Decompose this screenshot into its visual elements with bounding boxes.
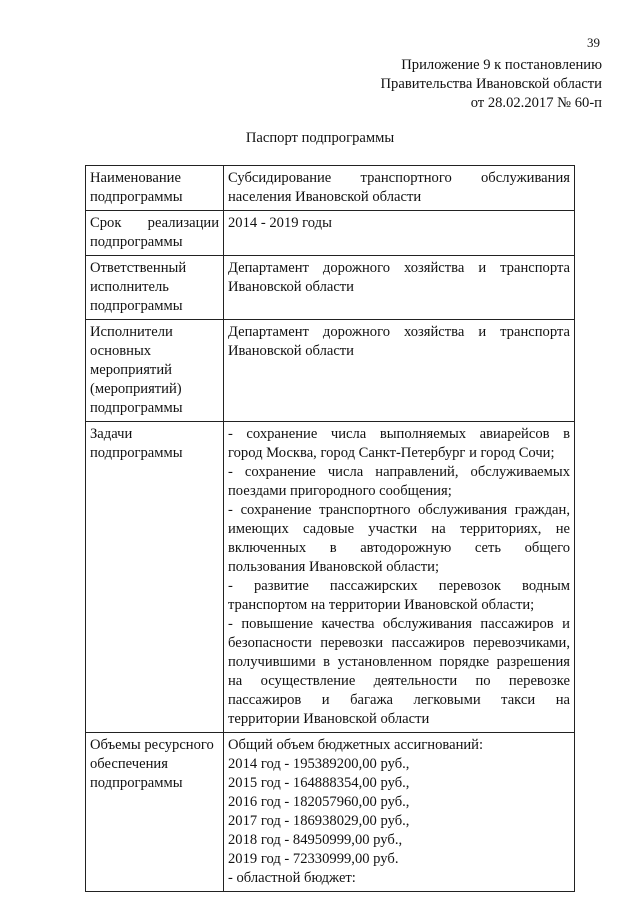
value-line: пассажиров и багажа легковыми такси на (228, 692, 570, 708)
value-line: поездами пригородного сообщения; (228, 483, 452, 499)
label-line: подпрограммы (90, 234, 183, 250)
value-line: Ивановской области (228, 279, 354, 295)
row-value (224, 422, 575, 733)
label-line: подпрограммы (90, 775, 183, 791)
value-line: 2015 год - 164888354,00 руб., (228, 775, 410, 791)
label-line: (мероприятий) (90, 381, 182, 397)
label-line: исполнитель (90, 279, 169, 295)
row-label (86, 166, 224, 211)
label-line: Наименование (90, 170, 181, 186)
value-line: Департамент дорожного хозяйства и транспорта (228, 324, 570, 340)
label-line: подпрограммы (90, 298, 183, 314)
value-line: безопасности перевозки пассажиров перевозчиками, (228, 635, 570, 651)
table-row (86, 733, 575, 892)
label-line: основных (90, 343, 152, 359)
appendix-header (381, 56, 602, 113)
table-row (86, 422, 575, 733)
label-line: Срок реализации (90, 215, 219, 231)
value-line: Департамент дорожного хозяйства и транспорта (228, 260, 570, 276)
label-line: Исполнители (90, 324, 173, 340)
value-line: 2019 год - 72330999,00 руб. (228, 851, 399, 867)
row-value (224, 733, 575, 892)
table-row (86, 166, 575, 211)
value-line: включенных в автодорожную сеть общего (228, 540, 570, 556)
value-line: 2014 - 2019 годы (228, 215, 332, 231)
label-line: Объемы ресурсного (90, 737, 214, 753)
value-line: 2016 год - 182057960,00 руб., (228, 794, 410, 810)
label-line: обеспечения (90, 756, 168, 772)
label-line: подпрограммы (90, 189, 183, 205)
label-line: подпрограммы (90, 445, 183, 461)
row-value (224, 211, 575, 256)
value-line: Общий объем бюджетных ассигнований: (228, 737, 484, 753)
value-line: - сохранение транспортного обслуживания граждан, (228, 502, 570, 518)
table-row (86, 256, 575, 320)
document-title: Паспорт подпрограммы (245, 130, 395, 146)
value-line: 2017 год - 186938029,00 руб., (228, 813, 410, 829)
value-line: - сохранение числа направлений, обслуживаемых (228, 464, 570, 480)
value-line: получившими в установленном порядке разрешения (228, 654, 570, 670)
row-value (224, 320, 575, 422)
label-line: Задачи (90, 426, 133, 442)
appendix-line: от 28.02.2017 № 60-п (470, 95, 602, 111)
row-label (86, 320, 224, 422)
value-line: - повышение качества обслуживания пассажиров и (228, 616, 570, 632)
row-label (86, 733, 224, 892)
value-line: населения Ивановской области (228, 189, 422, 205)
value-line: на осуществление деятельности по перевозке (228, 673, 570, 689)
row-value (224, 166, 575, 211)
value-line: Субсидирование транспортного обслуживания (228, 170, 570, 186)
value-line: город Москва, город Санкт-Петербург и город Сочи; (228, 445, 555, 461)
row-label (86, 211, 224, 256)
page-number: 39 (587, 35, 600, 50)
value-line: 2014 год - 195389200,00 руб., (228, 756, 410, 772)
value-line: Ивановской области (228, 343, 354, 359)
row-label (86, 422, 224, 733)
label-line: Ответственный (90, 260, 187, 276)
value-line: 2018 год - 84950999,00 руб., (228, 832, 403, 848)
row-value (224, 256, 575, 320)
row-label (86, 256, 224, 320)
value-line: имеющих садовые участки на территориях, не (228, 521, 570, 537)
table-row (86, 211, 575, 256)
value-line: территории Ивановской области (228, 711, 430, 727)
value-line: - сохранение числа выполняемых авиарейсов в (228, 426, 570, 442)
passport-table (85, 165, 575, 892)
appendix-line: Правительства Ивановской области (380, 76, 602, 92)
value-line: транспортом на территории Ивановской области; (228, 597, 535, 613)
value-line: пользования Ивановской области; (228, 559, 440, 575)
value-line: - развитие пассажирских перевозок водным (228, 578, 570, 594)
label-line: подпрограммы (90, 400, 183, 416)
label-line: мероприятий (90, 362, 172, 378)
table-row (86, 320, 575, 422)
value-line: - областной бюджет: (228, 870, 356, 886)
appendix-line: Приложение 9 к постановлению (401, 57, 602, 73)
